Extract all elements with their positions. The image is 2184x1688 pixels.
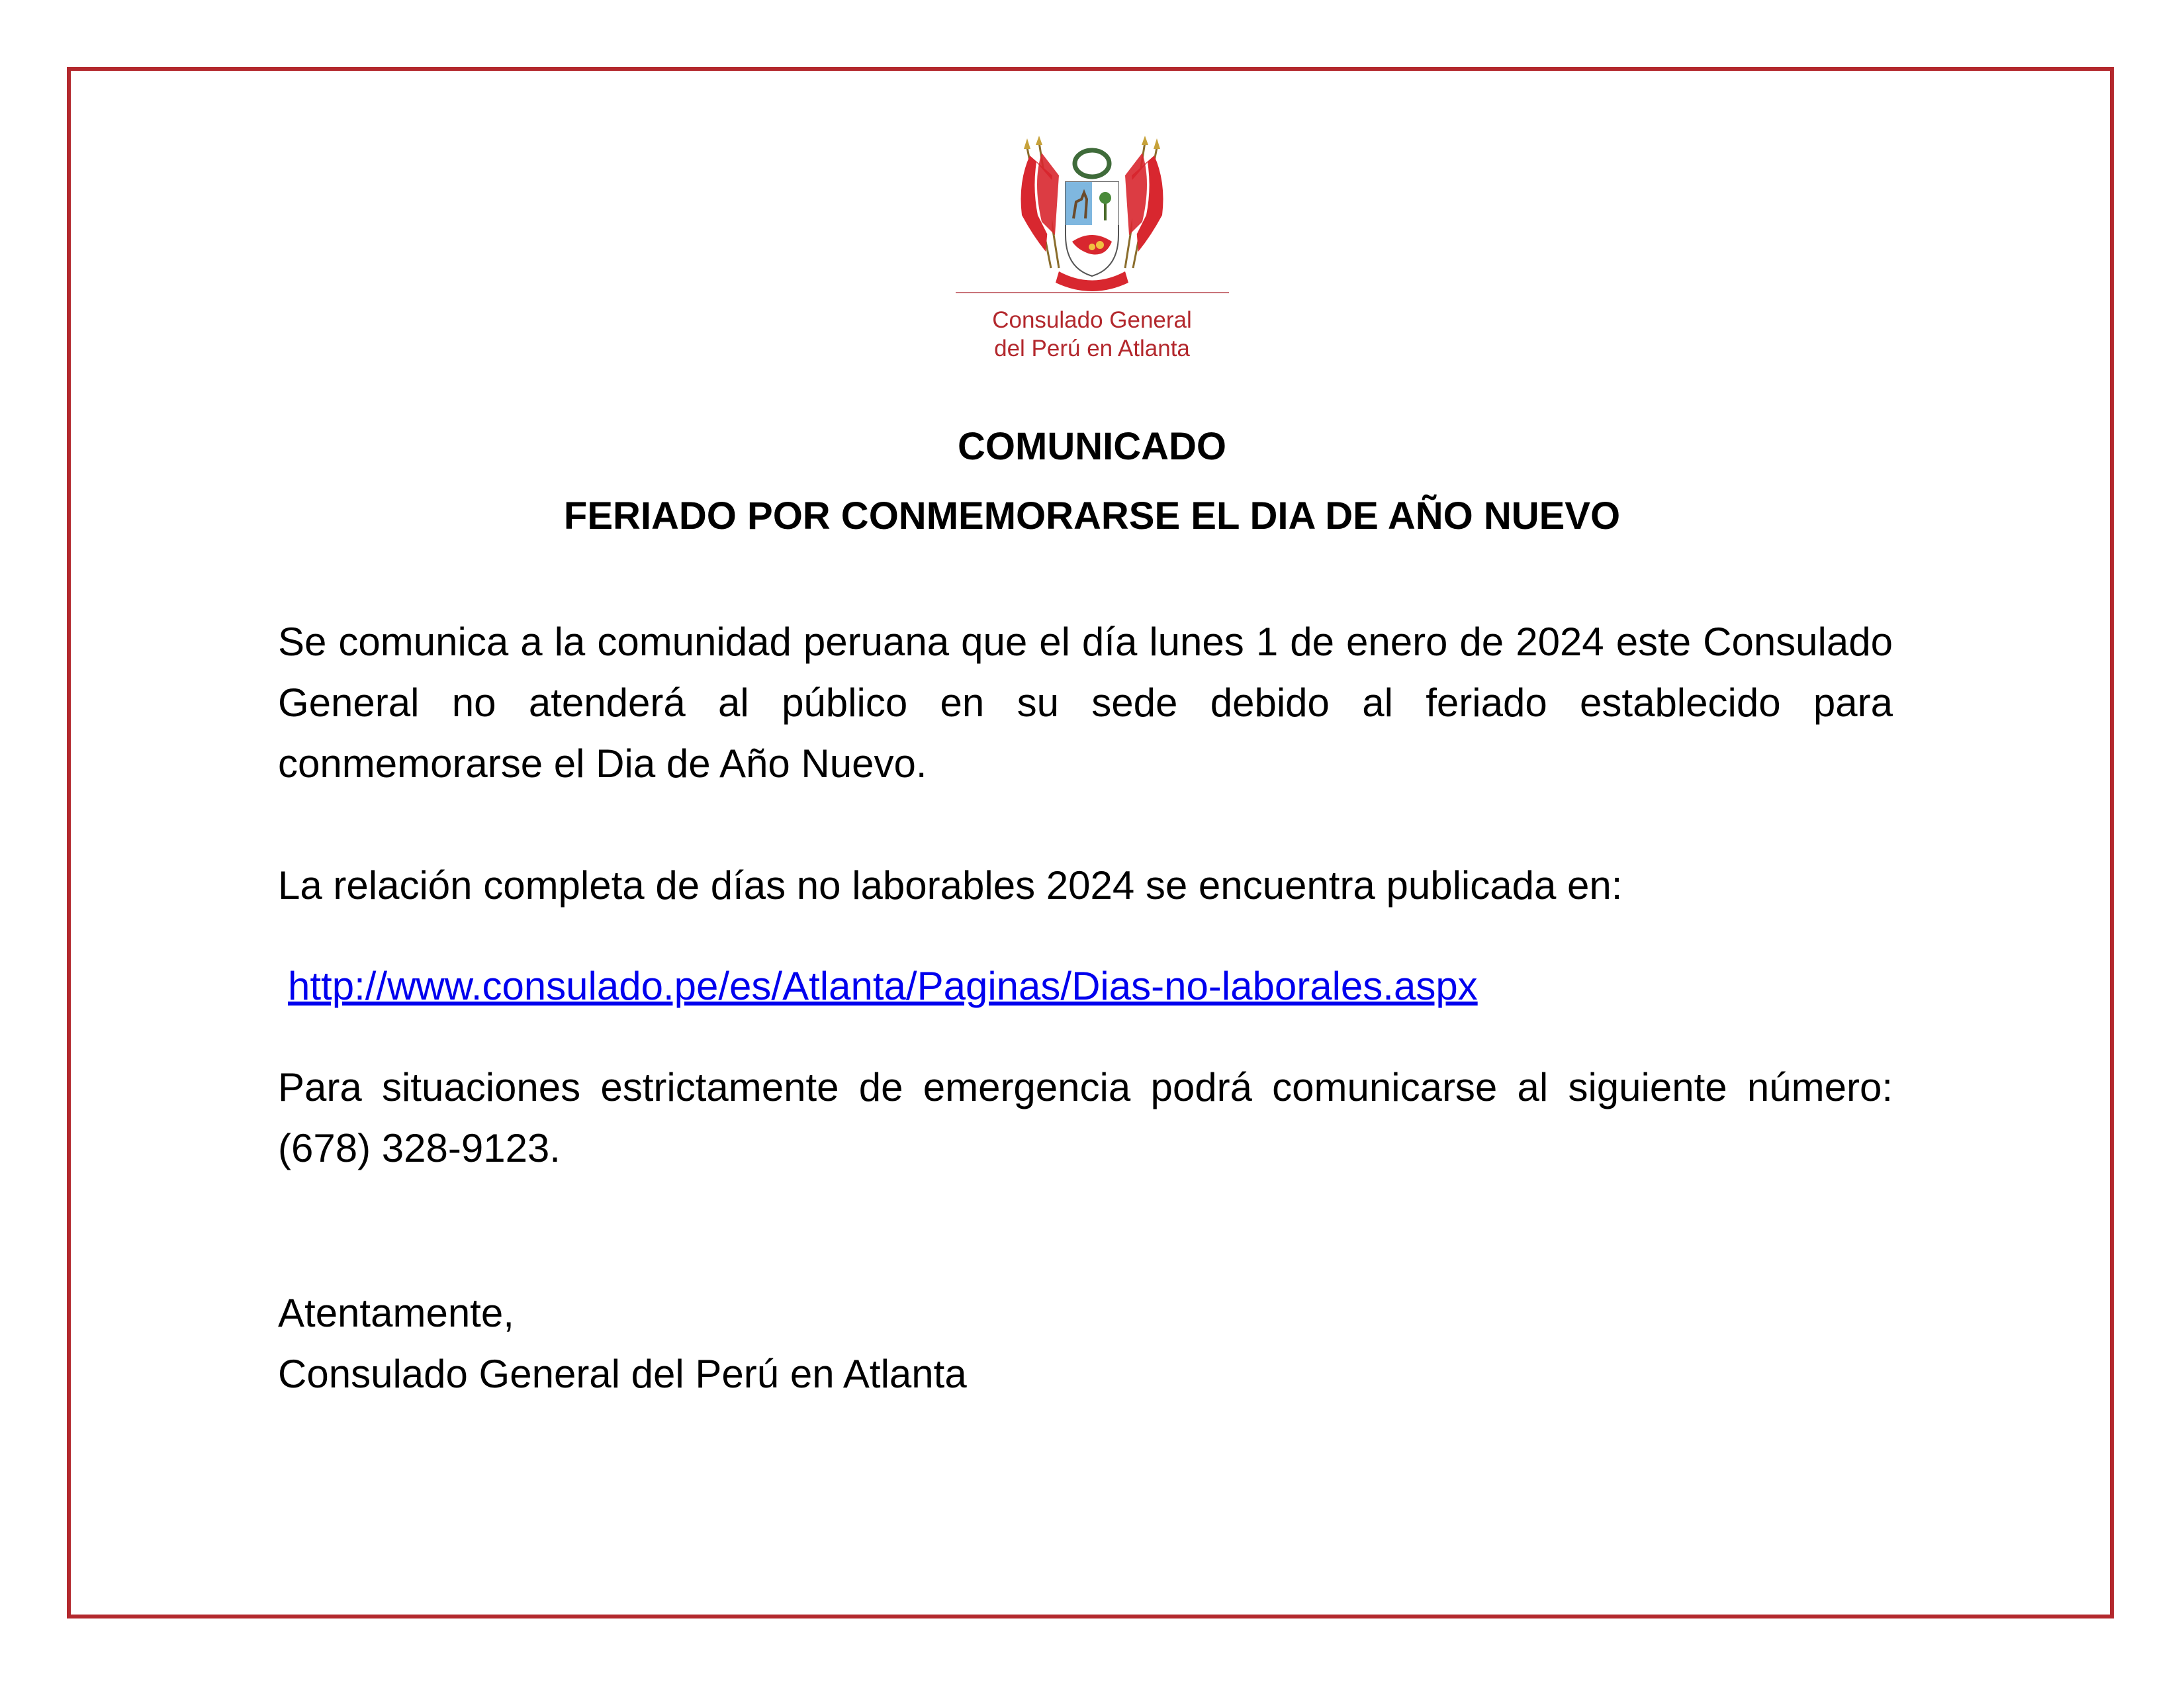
signature: Consulado General del Perú en Atlanta <box>278 1352 967 1396</box>
document-subtitle: FERIADO POR CONMEMORARSE EL DIA DE AÑO NUEVO <box>563 494 1621 538</box>
document-title: COMUNICADO <box>958 425 1226 468</box>
organization-name <box>913 306 1271 363</box>
org-name-line-1: Consulado General <box>992 307 1192 333</box>
notice-paragraph: Se comunica a la comunidad peruana que el día lunes 1 de enero de 2024 este Consulado General no atenderá al público en su sede debido al feriado establecido para conmemorarse el Dia de Año Nuevo. <box>278 620 1893 786</box>
emergency-paragraph: Para situaciones estrictamente de emergencia podrá comunicarse al siguiente número: (678) 328-9123. <box>278 1065 1893 1170</box>
holidays-link[interactable]: http://www.consulado.pe/es/Atlanta/Paginas/Dias-no-laborales.aspx <box>288 964 1478 1008</box>
peru-coat-of-arms-icon <box>1013 136 1171 305</box>
seal-divider <box>956 292 1229 293</box>
salutation: Atentamente, <box>278 1291 514 1335</box>
closing-block <box>278 1283 967 1405</box>
org-name-line-2: del Perú en Atlanta <box>994 336 1190 361</box>
holidays-list-paragraph: La relación completa de días no laborables 2024 se encuentra publicada en: <box>278 863 1623 908</box>
